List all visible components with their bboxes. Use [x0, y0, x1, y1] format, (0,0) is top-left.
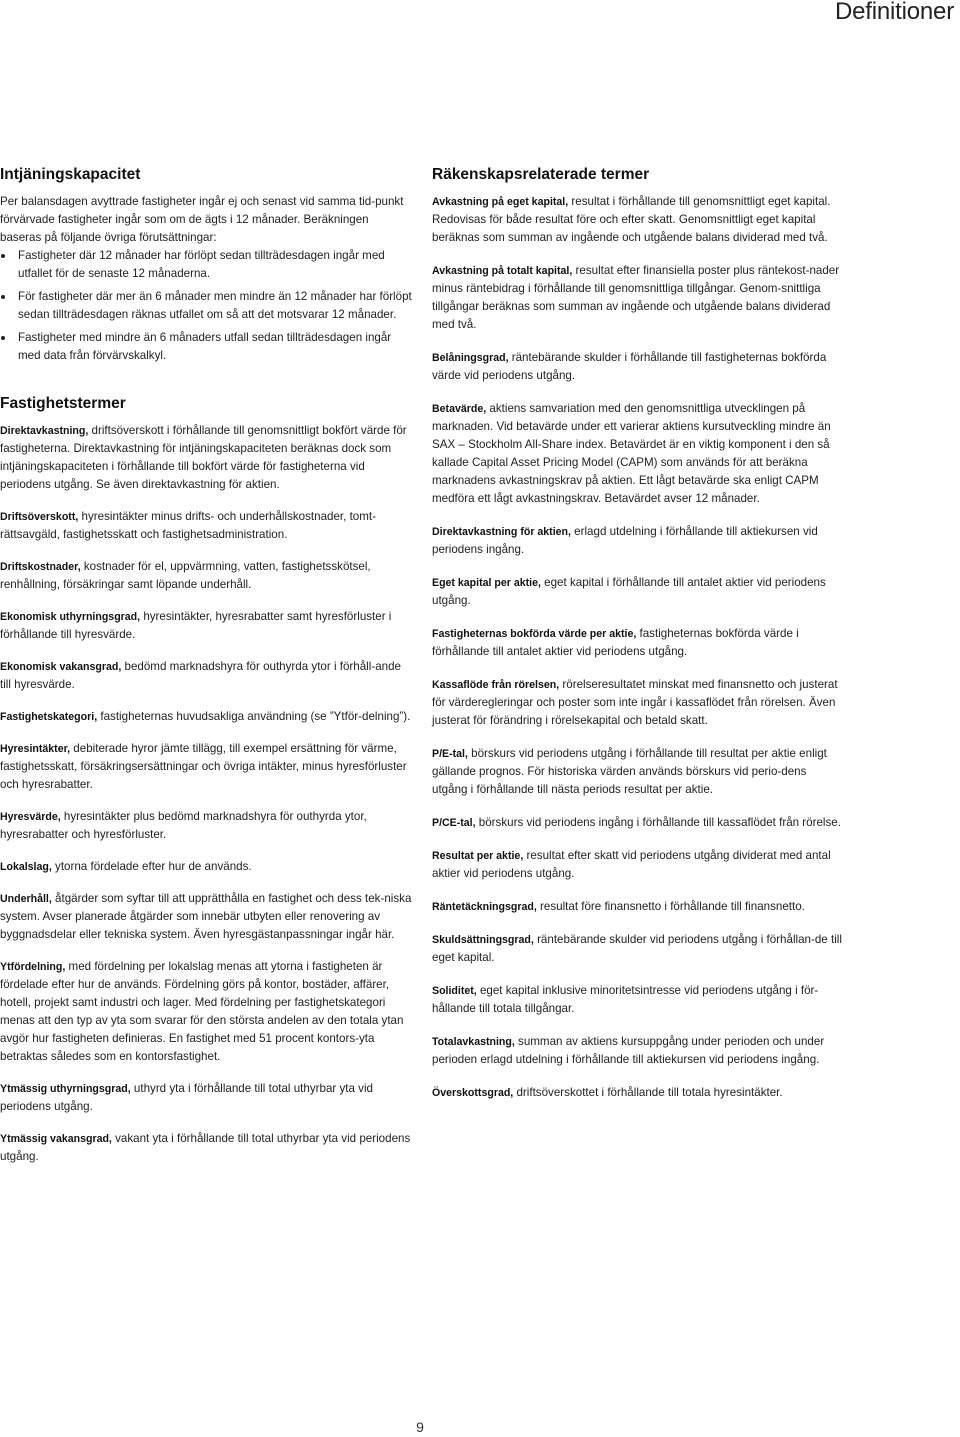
definition-text: aktiens samvariation med den genomsnittliga utvecklingen på marknaden. Vid betavärde under ett varierar aktiens kursutveckling mindre än SAX – Stockholm All-Share index. Betavärdet är en viktig komponent i den så kallade Capital Asset Pricing Model (CAPM) som används för att beräkna marknadens avkastningskrav på aktien. Ett lågt betavärde ska enligt CAPM medföra ett lågt avkastningskrav. Betavärdet avser 12 månader.	[432, 402, 831, 505]
definition-term: Avkastning på totalt kapital,	[432, 265, 573, 277]
definition-term: Överskottsgrad,	[432, 1087, 514, 1099]
page-number: 9	[416, 1419, 424, 1435]
definition-item	[0, 858, 412, 876]
definition-term: Hyresintäkter,	[0, 743, 71, 755]
definition-text: uthyrd yta i förhållande till total uthyrbar yta vid periodens utgång.	[0, 1082, 373, 1113]
page-title: Definitioner	[835, 0, 954, 25]
definition-item	[0, 658, 412, 694]
definition-text: räntebärande skulder i förhållande till fastigheternas bokförda värde vid periodens utgång.	[432, 351, 827, 382]
intjaning-intro: Per balansdagen avyttrade fastigheter ingår ej och senast vid samma tid-punkt förvärvade fastigheter ingår som om de ägts i 12 månader. Beräkningen baseras på följande övriga förutsättningar:	[0, 195, 404, 244]
definition-item	[0, 508, 412, 544]
definition-text: resultat efter skatt vid periodens utgång dividerat med antal aktier vid periodens utgång.	[432, 849, 831, 880]
left-column	[0, 166, 412, 1180]
definition-text: resultat i förhållande till genomsnittligt eget kapital. Redovisas för både resultat före och efter skatt. Genomsnittligt eget kapital beräknas som summan av ingående och utgående balans dividerad med två.	[432, 195, 831, 244]
definition-item	[0, 740, 412, 794]
definition-term: Resultat per aktie,	[432, 850, 524, 862]
definition-item	[432, 574, 844, 610]
definition-term: Ekonomisk uthyrningsgrad,	[0, 611, 141, 623]
bullet-item: Fastigheter där 12 månader har förlöpt sedan tillträdesdagen ingår med utfallet för de senaste 12 månaderna.	[0, 247, 412, 283]
definition-text: debiterade hyror jämte tillägg, till exempel ersättning för värme, fastighetsskatt, försäkringsersättningar och övriga intäkter, minus hyresförluster och hyresrabatter.	[0, 742, 407, 791]
definition-term: Hyresvärde,	[0, 811, 61, 823]
definition-item	[432, 523, 844, 559]
intjaning-bullet-list	[0, 247, 412, 365]
definition-text: fastigheternas huvudsakliga användning (se ”Ytför-delning”).	[97, 710, 411, 723]
definition-term: Skuldsättningsgrad,	[432, 934, 534, 946]
definition-text: resultat efter finansiella poster plus räntekost-nader minus räntebidrag i förhållande till genomsnittliga tillgångar. Genom-snittliga tillgångar beräknas som summan av ingående och utgående balans dividerad med två.	[432, 264, 840, 331]
definition-item	[0, 1080, 412, 1116]
definition-term: P/CE-tal,	[432, 817, 476, 829]
definition-text: vakant yta i förhållande till total uthyrbar yta vid periodens utgång.	[0, 1132, 411, 1163]
fastighet-definition-list	[0, 422, 412, 1166]
definition-item	[0, 808, 412, 844]
definition-term: Räntetäckningsgrad,	[432, 901, 537, 913]
definition-item	[432, 745, 844, 799]
definition-term: Ytfördelning,	[0, 961, 66, 973]
definition-item	[432, 847, 844, 883]
definition-item	[432, 625, 844, 661]
definition-term: Totalavkastning,	[432, 1036, 515, 1048]
section-heading-fastighetstermer: Fastighetstermer	[0, 395, 126, 412]
definition-term: Eget kapital per aktie,	[432, 577, 541, 589]
definition-text: ytorna fördelade efter hur de används.	[51, 860, 252, 873]
definition-text: fastigheternas bokförda värde i förhållande till antalet aktier vid periodens utgång.	[432, 627, 799, 658]
definition-text: med fördelning per lokalslag menas att ytorna i fastigheten är fördelade efter hur de används. Fördelning görs på kontor, bostäder, affärer, hotell, projekt samt industri och lager. Med fördelning per fastighetskategori menas att den typ av yta som svarar för den största andelen av den totala ytan avgör hur fastigheten definieras. En fastighet med 51 procent kontors-yta betraktas således som en kontorsfastighet.	[0, 960, 404, 1063]
definition-term: Driftsöverskott,	[0, 511, 79, 523]
section-heading-rakenskapsrelaterade-termer: Räkenskapsrelaterade termer	[432, 166, 650, 183]
definition-term: Ytmässig uthyrningsgrad,	[0, 1083, 131, 1095]
bullet-item: Fastigheter med mindre än 6 månaders utfall sedan tillträdesdagen ingår med data från förvärvskalkyl.	[0, 329, 412, 365]
definition-item	[0, 708, 412, 726]
definition-item	[432, 982, 844, 1018]
definition-item	[432, 931, 844, 967]
definition-term: Fastigheternas bokförda värde per aktie,	[432, 628, 637, 640]
right-column	[432, 166, 844, 1117]
definition-term: Fastighetskategori,	[0, 711, 98, 723]
definition-term: Driftskostnader,	[0, 561, 81, 573]
definition-text: eget kapital i förhållande till antalet aktier vid periodens utgång.	[432, 576, 826, 607]
definition-text: resultat före finansnetto i förhållande till finansnetto.	[536, 900, 805, 913]
definition-term: Belåningsgrad,	[432, 352, 509, 364]
definition-text: bedömd marknadshyra för outhyrda ytor i förhåll-ande till hyresvärde.	[0, 660, 401, 691]
definition-item	[432, 193, 844, 247]
definition-text: eget kapital inklusive minoritetsintresse vid periodens utgång i för-hållande till totala tillgångar.	[432, 984, 819, 1015]
definition-item	[0, 1130, 412, 1166]
definition-text: driftsöverskott i förhållande till genomsnittligt bokfört värde för fastigheterna. Direktavkastning för intjäningskapaciteten beräknas dock som intjäningskapaciteten i förhållande till bokfört värde för fastigheterna vid periodens utgång. Se även direktavkastning för aktien.	[0, 424, 407, 491]
definition-text: driftsöverskottet i förhållande till totala hyresintäkter.	[513, 1086, 783, 1099]
definition-item	[432, 814, 844, 832]
definition-term: Avkastning på eget kapital,	[432, 196, 569, 208]
definition-text: hyresintäkter minus drifts- och underhållskostnader, tomt-rättsavgäld, fastighetsskatt och fastighetsadministration.	[0, 510, 376, 541]
definition-item	[0, 422, 412, 494]
bullet-item: För fastigheter där mer än 6 månader men mindre än 12 månader har förlöpt sedan tillträdesdagen räknas utfallet om så att det motsvarar 12 månader.	[0, 288, 412, 324]
definition-item	[432, 898, 844, 916]
definition-text: erlagd utdelning i förhållande till aktiekursen vid periodens ingång.	[432, 525, 818, 556]
definition-item	[0, 558, 412, 594]
definition-item	[432, 400, 844, 508]
definition-term: Soliditet,	[432, 985, 477, 997]
definition-term: Underhåll,	[0, 893, 52, 905]
definition-text: kostnader för el, uppvärmning, vatten, fastighetsskötsel, renhållning, försäkringar samt löpande underhåll.	[0, 560, 371, 591]
definition-item	[0, 608, 412, 644]
definition-text: räntebärande skulder vid periodens utgång i förhållan-de till eget kapital.	[432, 933, 842, 964]
definition-term: Direktavkastning för aktien,	[432, 526, 571, 538]
definition-item	[432, 262, 844, 334]
definition-term: Direktavkastning,	[0, 425, 89, 437]
definition-text: åtgärder som syftar till att upprätthålla en fastighet och dess tek-niska system. Avser planerade åtgärder som innebär utbyten eller renovering av byggnadsdelar eller tekniska system. Även hyresgästanpassningar ingår här.	[0, 892, 412, 941]
definition-term: Kassaflöde från rörelsen,	[432, 679, 560, 691]
definition-term: Ytmässig vakansgrad,	[0, 1133, 112, 1145]
section-heading-intjaningskapacitet: Intjäningskapacitet	[0, 166, 141, 183]
definition-term: Lokalslag,	[0, 861, 52, 873]
definition-text: hyresintäkter plus bedömd marknadshyra för outhyrda ytor, hyresrabatter och hyresförluster.	[0, 810, 367, 841]
definition-term: Ekonomisk vakansgrad,	[0, 661, 122, 673]
definition-text: börskurs vid periodens ingång i förhållande till kassaflödet från rörelse.	[475, 816, 841, 829]
definition-text: börskurs vid periodens utgång i förhållande till resultat per aktie enligt gällande prognos. För historiska värden används börskurs vid perio-dens utgång i förhållande till nästa periods resultat per aktie.	[432, 747, 827, 796]
rakenskap-definition-list	[432, 193, 844, 1102]
definition-text: summan av aktiens kursuppgång under perioden och under perioden erlagd utdelning i förhållande till aktiekursen vid periodens ingång.	[432, 1035, 825, 1066]
definition-item	[432, 349, 844, 385]
definition-text: rörelseresultatet minskat med finansnetto och justerat för värderegleringar och poster som inte ingår i kassaflödet från rörelsen. Även justerat för förändring i rörelsekapital och betald skatt.	[432, 678, 838, 727]
definition-text: hyresintäkter, hyresrabatter samt hyresförluster i förhållande till hyresvärde.	[0, 610, 392, 641]
definition-item	[0, 890, 412, 944]
definition-item	[432, 1084, 844, 1102]
definition-item	[432, 676, 844, 730]
definition-term: P/E-tal,	[432, 748, 468, 760]
definition-term: Betavärde,	[432, 403, 487, 415]
definition-item	[0, 958, 412, 1066]
definition-item	[432, 1033, 844, 1069]
